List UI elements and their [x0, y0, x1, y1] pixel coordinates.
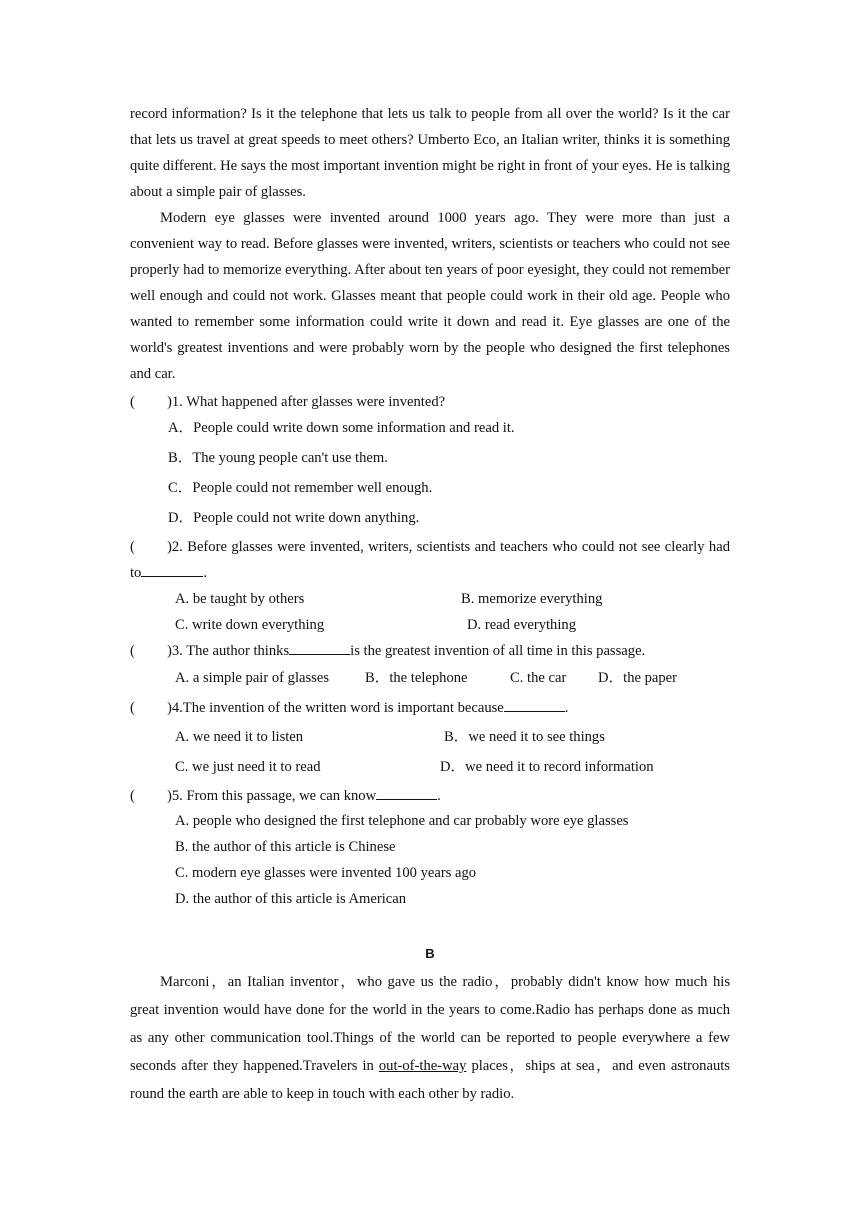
- question-1-option-a: A．People could write down some information and read it.: [168, 420, 515, 436]
- answer-blank: [504, 711, 565, 712]
- question-1-option-d: D．People could not write down anything.: [168, 510, 420, 526]
- question-3-option-d: D．the paper: [598, 670, 678, 686]
- question-5-end: .: [437, 788, 441, 804]
- question-4-option-b: B．we need it to see things: [444, 729, 605, 745]
- question-1-option-c: C．People could not remember well enough.: [168, 480, 433, 496]
- answer-paren: (: [130, 643, 135, 659]
- question-4-option-d: D．we need it to record information: [440, 759, 654, 775]
- passage-a-paragraph-2: Modern eye glasses were invented around 1000 years ago. They were more than just a convenient way to read. Before glasses were invented, writers, scientists or teachers who could not see properly had to memorize everything. After about ten years of poor eyesight, they could not remember well enough and could not work. Glasses meant that people could work in their old age. People who wanted to remember some information could write it down and read it. Eye glasses are one of the world's greatest inventions and were probably worn by the people who designed the first telephones and car.: [130, 210, 730, 382]
- question-5: [130, 783, 730, 809]
- passage-b-text-start: Marconi，an Italian inventor，who gave us the radio，probably didn't know how much his great invention would have done for the world in the years to come.Radio has perhaps done as much as any other communication tool.Things of the world can be reported to people everywhere a few seconds after they happened.Travelers in: [130, 974, 730, 1074]
- question-4-option-c: C. we just need it to read: [175, 759, 321, 775]
- question-2-option-c: C. write down everything: [175, 617, 325, 633]
- answer-blank: [289, 654, 350, 655]
- answer-paren: (: [130, 394, 135, 410]
- question-5-option-b: B. the author of this article is Chinese: [175, 839, 396, 855]
- question-2-option-a: A. be taught by others: [175, 591, 305, 607]
- passage-b-text-end: places，ships at sea，and even astronauts round the earth are able to keep in touch with each other by radio.: [130, 1058, 730, 1102]
- question-5-option-d: D. the author of this article is American: [175, 891, 406, 907]
- question-2-option-d: D. read everything: [467, 617, 577, 633]
- question-3-end: is the greatest invention of all time in this passage.: [350, 643, 646, 659]
- question-1: [130, 389, 730, 415]
- question-3-option-a: A. a simple pair of glasses: [175, 670, 330, 686]
- section-b-heading: B: [425, 946, 435, 961]
- answer-paren: (: [130, 700, 135, 716]
- answer-blank: [376, 799, 437, 800]
- question-5-option-c: C. modern eye glasses were invented 100 years ago: [175, 865, 477, 881]
- question-2: [130, 534, 730, 586]
- question-2-end: .: [203, 565, 208, 581]
- question-1-text: )1. What happened after glasses were invented?: [167, 394, 446, 410]
- passage-b-paragraph: [130, 968, 730, 1108]
- question-4-end: .: [564, 700, 569, 716]
- answer-blank: [141, 576, 203, 577]
- question-4-text: )4.The invention of the written word is important because: [167, 700, 504, 716]
- question-3-option-c: C. the car: [510, 670, 567, 686]
- question-4: [130, 695, 730, 721]
- question-2-text: )2. Before glasses were invented, writers, scientists and teachers who could not see clearly had to: [130, 539, 730, 581]
- question-5-option-a: A. people who designed the first telephone and car probably wore eye glasses: [175, 813, 629, 829]
- question-1-option-b: B．The young people can't use them.: [168, 450, 388, 466]
- question-4-option-a: A. we need it to listen: [175, 729, 304, 745]
- answer-paren: (: [130, 788, 135, 804]
- passage-a-paragraph-1: record information? Is it the telephone that lets us talk to people from all over the world? Is it the car that lets us travel at great speeds to meet others? Umberto Eco, an Italian writer, thinks it is something quite different. He says the most important invention might be right in front of your eyes. He is talking about a simple pair of glasses.: [130, 106, 730, 200]
- underlined-phrase: out-of-the-way: [378, 1058, 467, 1074]
- question-3-text: )3. The author thinks: [167, 643, 290, 659]
- question-3-option-b: B．the telephone: [365, 670, 468, 686]
- answer-paren: (: [130, 539, 135, 555]
- question-2-option-b: B. memorize everything: [461, 591, 603, 607]
- question-3: [130, 638, 730, 664]
- question-5-text: )5. From this passage, we can know: [167, 788, 377, 804]
